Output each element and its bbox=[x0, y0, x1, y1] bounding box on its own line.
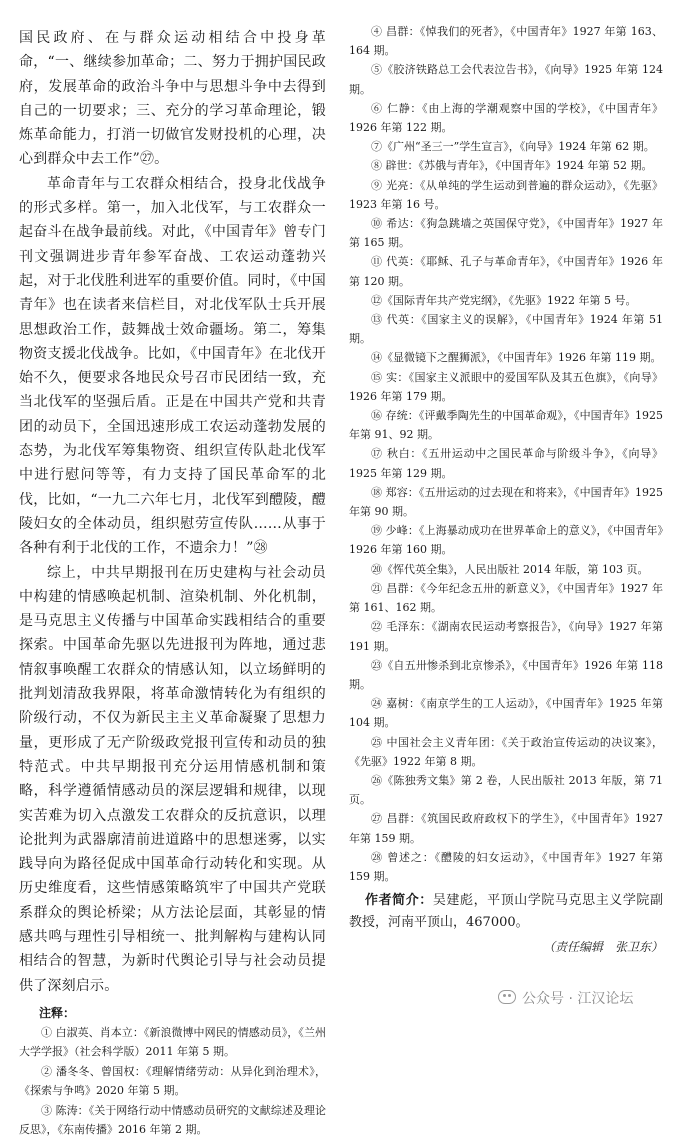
note-item: ⑰ 秋白：《五卅运动中之国民革命与阶级斗争》，《向导》1925 年第 129 期。 bbox=[349, 447, 663, 480]
note-item: ⑥ 仁静：《由上海的学潮观察中国的学校》，《中国青年》1926 年第 122 期。 bbox=[349, 101, 663, 135]
watermark-text: 公众号 · 江汉论坛 bbox=[522, 991, 634, 1007]
body-paragraph-3: 综上，中共早期报刊在历史建构与社会动员中构建的情感唤起机制、渲染机制、外化机制，是马克思主义传播与中国革命实践相结合的重要探索。中国革命先驱以先进报刊为阵地，通过悲情叙事唤醒工农群众的情感认知，以立场鲜明的批判划清敌我界限，将革命激情转化为有组织的阶级行动，不仅为新民主主义革命凝聚了思想力量，更形成了无产阶级政党报刊宣传和动员的独特范式。中共早期报刊充分运用情感机制和策略，科学遵循情感动员的深层逻辑和规律，以现实苦难为切入点激发工农群众的反抗意识，以理论批判为武器廓清前进道路中的思想迷雾，以实践导向为路径促成中国革命行动转化和实现。从历史维度看，这些情感策略筑牢了中国共产党联系群众的舆论桥梁；从方法论层面，其彰显的情感共鸣与理性引导相统一、批判解构与建构认同相结合的智慧，为新时代舆论引导与社会动员提供了深刻启示。 bbox=[19, 564, 326, 994]
body-paragraph-1: 国民政府、在与群众运动相结合中投身革命，“一、继续参加革命；二、努力于拥护国民政府，发展革命的政治斗争中与思想斗争中去得到自己的一切要求；三、充分的学习革命理论，锻炼革命能力，打消一切做官发财投机的心理，决心到群众中去工作”㉗。 bbox=[19, 30, 326, 168]
wechat-icon bbox=[498, 990, 516, 1004]
note-item: ⑬ 代英：《国家主义的误解》，《中国青年》1924 年第 51 期。 bbox=[349, 313, 663, 346]
note-item: ① 白淑英、肖本立：《新浪微博中网民的情感动员》，《兰州大学学报》（社会科学版）2011 年第 5 期。 bbox=[19, 1025, 326, 1059]
note-item: ⑯ 存统：《评戴季陶先生的中国革命观》，《中国青年》1925 年第 91、92 期。 bbox=[349, 409, 663, 442]
note-item: ⑭《显微镜下之醒狮派》，《中国青年》1926 年第 119 期。 bbox=[371, 351, 662, 365]
note-item: ⑫《国际青年共产党宪纲》，《先驱》1922 年第 5 号。 bbox=[371, 293, 637, 307]
author-bio-label: 作者简介： bbox=[365, 893, 433, 909]
note-item: ③ 陈涛：《关于网络行动中情感动员研究的文献综述及理论反思》，《东南传播》2016 年第 2 期。 bbox=[19, 1103, 326, 1137]
note-item: ⑧ 辟世：《苏俄与青年》，《中国青年》1924 年第 52 期。 bbox=[371, 159, 653, 173]
note-item: ㉘ 曾述之：《醴陵的妇女运动》，《中国青年》1927 年第 159 期。 bbox=[349, 850, 663, 883]
left-column bbox=[19, 26, 326, 1140]
note-item: ⑱ 郑容：《五卅运动的过去现在和将来》，《中国青年》1925 年第 90 期。 bbox=[349, 485, 663, 519]
note-item: ㉗ 昌群：《筑国民政府政权下的学生》，《中国青年》1927 年第 159 期。 bbox=[349, 812, 663, 845]
note-item: ② 潘冬冬、曾国权：《理解情绪劳动：从异化到治理术》，《探索与争鸣》2020 年第 5 期。 bbox=[19, 1064, 326, 1098]
note-item: ㉖《陈独秀文集》第 2 卷，人民出版社 2013 年版，第 71 页。 bbox=[349, 773, 663, 807]
note-item: ㉔ 嘉树：《南京学生的工人运动》，《中国青年》1925 年第 104 期。 bbox=[349, 697, 663, 730]
body-paragraph-2: 革命青年与工农群众相结合，投身北伐战争的形式多样。第一，加入北伐军，与工农群众一起奋斗在战争最前线。对此，《中国青年》曾专门刊文强调进步青年参军奋战、工农运动蓬勃兴起，对于北伐胜利进军的重要价值。同时，《中国青年》也在读者来信栏目，对北伐军队士兵开展思想政治工作，鼓舞战士效命疆场。第二，筹集物资支援北伐战争。比如，《中国青年》在北伐开始不久，便要求各地民众号召市民团结一致，充当北伐军的坚强后盾。正是在中国共产党和共青团的动员下，全国迅速形成工农运动蓬勃发展的态势，为北伐军筹集物资、组织宣传队赴北伐军中进行慰问等等，有力支持了国民革命军的北伐，比如，“一九二六年七月，北伐军到醴陵，醴陵妇女的全体动员，组织慰劳宣传队……从事于各种有利于北伐的工作，不遗余力！”㉘ bbox=[19, 175, 326, 557]
note-item: ㉓《自五卅惨杀到北京惨杀》，《中国青年》1926 年第 118 期。 bbox=[349, 658, 663, 691]
right-column bbox=[349, 22, 663, 955]
note-item: ⑨ 光亮：《从单纯的学生运动到普遍的群众运动》，《先驱》1923 年第 16 号。 bbox=[349, 178, 663, 211]
notes-heading: 注释： bbox=[39, 1005, 76, 1020]
note-item: ④ 昌群：《悼我们的死者》，《中国青年》1927 年第 163、164 期。 bbox=[349, 25, 663, 58]
note-item: ㉒ 毛泽东：《湖南农民运动考察报告》，《向导》1927 年第 191 期。 bbox=[349, 620, 663, 653]
note-item: ⑦《广州“圣三一”学生宣言》，《向导》1924 年第 62 期。 bbox=[371, 140, 655, 154]
note-item: ⑲ 少峰：《上海暴动成功在世界革命上的意义》，《中国青年》1926 年第 160 期。 bbox=[349, 524, 663, 557]
note-item: ㉕ 中国社会主义青年团：《关于政治宣传运动的决议案》，《先驱》1922 年第 8 期。 bbox=[349, 735, 663, 768]
note-item: ⑮ 实：《国家主义派眼中的爱国军队及其五色旗》，《向导》1926 年第 179 期。 bbox=[349, 370, 663, 403]
author-bio-text: 吴建彪，平顶山学院马克思主义学院副教授，河南平顶山，467000。 bbox=[349, 893, 663, 931]
note-item: ⑪ 代英：《耶稣、孔子与革命青年》，《中国青年》1926 年第 120 期。 bbox=[349, 255, 663, 288]
responsible-editor: （责任编辑 张卫东） bbox=[542, 940, 663, 955]
note-item: ㉑ 昌群：《今年纪念五卅的新意义》，《中国青年》1927 年第 161、162 期。 bbox=[349, 581, 663, 615]
note-item: ⑤《胶济铁路总工会代表泣告书》，《向导》1925 年第 124 期。 bbox=[349, 63, 663, 96]
note-item: ⑳《恽代英全集》，人民出版社 2014 年版，第 103 页。 bbox=[371, 562, 649, 576]
wechat-watermark bbox=[498, 988, 633, 1008]
note-item: ⑩ 希达：《狗急跳墙之英国保守党》，《中国青年》1927 年第 165 期。 bbox=[349, 217, 663, 250]
author-bio bbox=[349, 890, 663, 934]
